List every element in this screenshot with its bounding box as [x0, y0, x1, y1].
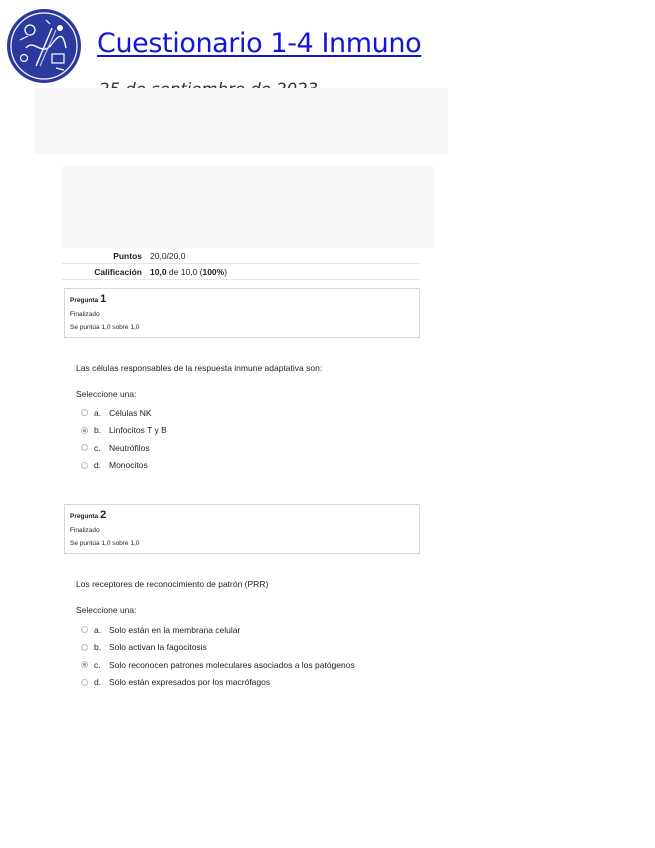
question-1-prompt: Seleccione una:: [76, 389, 137, 399]
option-text: Solo están en la membrana celular: [109, 624, 241, 635]
option-text: Solo activan la fagocitosis: [109, 642, 207, 653]
option-letter: c.: [94, 659, 101, 670]
option-letter: b.: [94, 642, 102, 653]
grade-close: ): [224, 266, 228, 277]
answer-option[interactable]: [81, 674, 355, 692]
question-label: Pregunta: [70, 297, 99, 304]
radio-button[interactable]: [81, 644, 88, 651]
points-label: Puntos: [113, 250, 142, 261]
answer-option[interactable]: [81, 439, 167, 457]
grade-label: Calificación: [94, 266, 142, 277]
question-2-info: [64, 504, 420, 554]
radio-button[interactable]: [81, 444, 88, 451]
option-text: Células NK: [109, 407, 152, 418]
points-value: 20,0/20,0: [150, 250, 186, 261]
answer-option[interactable]: [81, 422, 167, 440]
option-letter: a.: [94, 407, 102, 418]
radio-button[interactable]: [81, 626, 88, 633]
question-2-text: Los receptores de reconocimiento de patrón (PRR): [76, 579, 269, 589]
grade-value: [150, 267, 227, 277]
option-letter: a.: [94, 624, 102, 635]
header-blank-area: [34, 88, 448, 154]
question-number: [70, 293, 414, 305]
option-text: Linfocitos T y B: [109, 425, 167, 436]
option-letter: d.: [94, 460, 102, 471]
grade-row: [62, 264, 420, 280]
course-logo: [6, 8, 82, 84]
quiz-title-link[interactable]: Cuestionario 1-4 Inmuno: [97, 28, 422, 59]
science-emblem-icon: [6, 8, 82, 84]
question-state: Finalizado: [70, 311, 100, 318]
question-mark: Se puntúa 1,0 sobre 1,0: [70, 540, 140, 547]
question-state: Finalizado: [70, 527, 100, 534]
question-1-info: [64, 288, 420, 338]
question-mark: Se puntúa 1,0 sobre 1,0: [70, 324, 140, 331]
summary-blank-area: [62, 166, 434, 248]
attempt-summary: [62, 248, 420, 280]
option-letter: b.: [94, 425, 102, 436]
question-1-answers: [81, 404, 167, 474]
grade-percent: 100%: [202, 266, 225, 277]
radio-button-selected[interactable]: [81, 427, 88, 434]
option-text: Neutrófilos: [109, 442, 150, 453]
radio-button[interactable]: [81, 462, 88, 469]
grade-of: de 10,0 (: [166, 266, 203, 277]
answer-option[interactable]: [81, 457, 167, 475]
answer-option[interactable]: [81, 621, 355, 639]
option-letter: d.: [94, 677, 102, 688]
answer-option[interactable]: [81, 404, 167, 422]
points-row: [62, 248, 420, 264]
grade-score: 10,0: [150, 266, 167, 277]
option-text: Monocitos: [109, 460, 148, 471]
question-number-value: 1: [100, 293, 107, 305]
radio-button[interactable]: [81, 679, 88, 686]
question-1-text: Las células responsables de la respuesta inmune adaptativa son:: [76, 363, 323, 373]
option-text: Sólo están expresados por los macrófagos: [109, 677, 271, 688]
answer-option[interactable]: [81, 656, 355, 674]
question-number: [70, 509, 414, 521]
question-2-prompt: Seleccione una:: [76, 605, 137, 615]
question-2-answers: [81, 621, 355, 691]
option-letter: c.: [94, 442, 101, 453]
answer-option[interactable]: [81, 639, 355, 657]
radio-button[interactable]: [81, 409, 88, 416]
radio-button-selected[interactable]: [81, 661, 88, 668]
question-number-value: 2: [100, 509, 107, 521]
option-text: Solo reconocen patrones moleculares asociados a los patógenos: [109, 659, 355, 670]
question-label: Pregunta: [70, 513, 99, 520]
